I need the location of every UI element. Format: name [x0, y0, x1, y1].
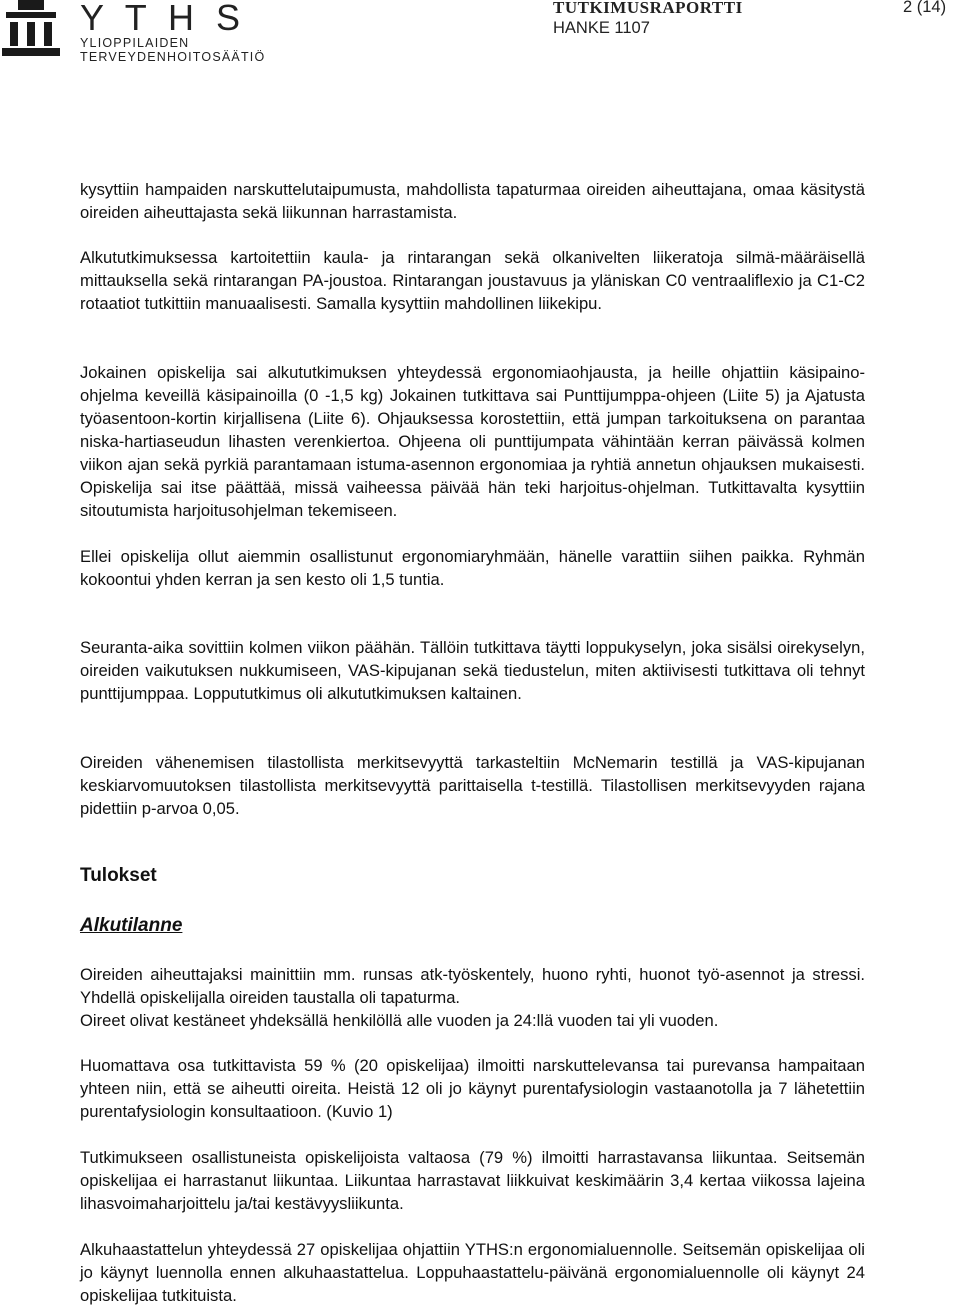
paragraph-ergonomic-guidance: Jokainen opiskelija sai alkututkimuksen yhteydessä ergonomiaohjausta, ja heille ohjattiin käsipaino-ohjelma keveillä käsipainoilla (0 -1,5 kg) Jokainen tutkittava sai Punttijumppa-ohjeen (Liite 5) ja Ajatusta työasentoon-kortin kirjallisena (Liite 6). Ohjauksessa korostettiin, että jumpan tarkoituksena on parantaa niska-hartiaseudun lihasten verenkiertoa. Ohjeena oli punttijumpata vähintään kerran päivässä kolmen viikon ajan sekä pyrkiä parantamaan istuma-asennon ergonomiaa ja ryhtiä annetun ohjauksen mukaisesti. Opiskelija sai itse päättää, missä vaiheessa päivää hän teki harjoitus-ohjelman. Tutkittavalta kysyttiin sitoutumista harjoitusohjelman tekemiseen. — [80, 363, 865, 520]
paragraph-intro-continued: kysyttiin hampaiden narskuttelutaipumusta, mahdollista tapaturmaa oireiden aiheuttajana, omaa käsitystä oireiden aiheuttajasta sekä liikunnan harrastamista. — [80, 180, 865, 222]
project-number: HANKE 1107 — [553, 19, 650, 37]
paragraph-ergonomics-lecture: Alkuhaastattelun yhteydessä 27 opiskelijaa ohjattiin YTHS:n ergonomialuennolle. Seitsemän opiskelijaa oli jo käynyt luennolla ennen alkuhaastattelua. Loppuhaastattelu-päivänä ergonomialuennolle oli käynyt 24 opiskelijaa tutkituista. — [80, 1240, 865, 1305]
yths-column-icon — [0, 0, 62, 58]
organization-logo — [0, 0, 370, 64]
paragraph-initial-examination: Alkututkimuksessa kartoitettiin kaula- ja rintarangan sekä olkanivelten liikeratoja silmä-määräisellä mittauksella sekä rintarangan PA-joustoa. Rintarangan joustavuus ja yläniskan C0 ventraaliflexio ja C1-C2 rotaatiot tutkittiin manuaalisesti. Samalla kysyttiin mahdollinen liikekipu. — [80, 248, 865, 313]
paragraph-bruxism: Huomattava osa tutkittavista 59 % (20 opiskelijaa) ilmoitti narskuttelevansa tai purevansa hampaitaan yhteen niin, että se aiheutti oireita. Heistä 12 oli jo käynyt purentafysiologin vastaanotolla ja 7 lähetettiin purentafysiologin konsultaatioon. (Kuvio 1) — [80, 1056, 865, 1121]
subsection-heading-baseline: Alkutilanne — [80, 915, 183, 936]
paragraph-physical-activity: Tutkimukseen osallistuneista opiskelijoista valtaosa (79 %) ilmoitti harrastavansa liikuntaa. Seitsemän opiskelijaa ei harrastanut liikuntaa. Liikuntaa harrastavat liikkuivat keskimäärin 3,4 kertaa viikossa lajeina lihasvoimaharjoittelu ja/tai kestävyysliikunta. — [80, 1148, 865, 1213]
report-title: TUTKIMUSRAPORTTI — [553, 0, 743, 17]
paragraph-symptom-duration: Oireet olivat kestäneet yhdeksällä henkilöllä alle vuoden ja 24:llä vuoden tai yli vuoden. — [80, 1011, 719, 1030]
section-heading-results: Tulokset — [80, 865, 157, 886]
paragraph-ergonomics-group: Ellei opiskelija ollut aiemmin osallistunut ergonomiaryhmään, hänelle varattiin siihen paikka. Ryhmän kokoontui yhden kerran ja sen kesto oli 1,5 tuntia. — [80, 547, 865, 589]
paragraph-symptom-causes: Oireiden aiheuttajaksi mainittiin mm. runsas atk-työskentely, huono ryhti, huonot työ-asennot ja stressi. Yhdellä opiskelijalla oireiden taustalla oli tapaturma. — [80, 965, 865, 1007]
logo-subtitle: YLIOPPILAIDEN TERVEYDENHOITOSÄÄTIÖ — [80, 36, 266, 64]
logo-wordmark: Y T H S — [80, 0, 247, 38]
paragraph-follow-up: Seuranta-aika sovittiin kolmen viikon päähän. Tällöin tutkittava täytti loppukyselyn, joka sisälsi oirekyselyn, oireiden vaikutuksen nukkumiseen, VAS-kipujanan sekä tiedustelun, miten aktiivisesti tutkittava oli tehnyt punttijumppaa. Loppututkimus oli alkututkimuksen kaltainen. — [80, 638, 865, 703]
page-number: 2 (14) — [903, 0, 947, 16]
paragraph-statistics: Oireiden vähenemisen tilastollista merkitsevyyttä tarkasteltiin McNemarin testillä ja VAS-kipujanan keskiarvomuutoksen tilastollista merkitsevyyttä parittaisella t-testillä. Tilastollisen merkitsevyyden rajana pidettiin p-arvoa 0,05. — [80, 753, 865, 818]
